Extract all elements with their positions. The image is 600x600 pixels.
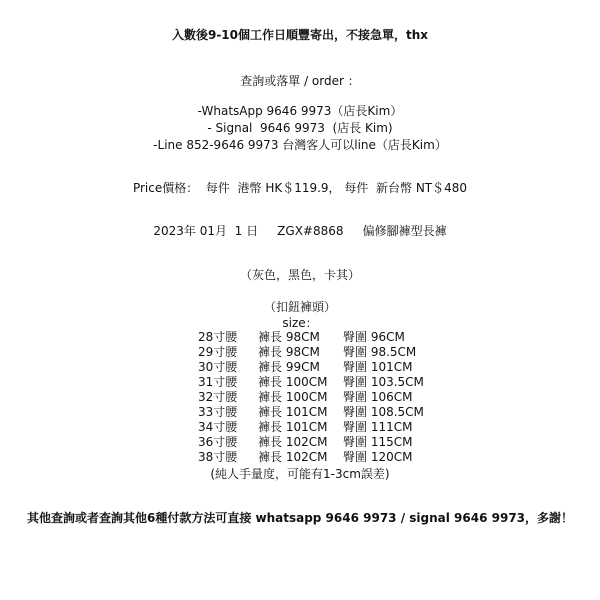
closure-type: （扣鈕褲頭） (263, 300, 336, 314)
size-hip: 臀圍 98.5CM (343, 345, 417, 359)
size-waist: 32寸腰 (198, 390, 238, 404)
size-length: 褲長 98CM (258, 345, 320, 359)
size-waist: 38寸腰 (198, 450, 238, 464)
contact-line: -Line 852-9646 9973 台灣客人可以line（店長Kim） (153, 138, 447, 152)
size-hip: 臀圍 108.5CM (343, 405, 424, 419)
measurement-note: (純人手量度，可能有1-3cm誤差) (210, 467, 390, 481)
size-length: 褲長 100CM (258, 390, 328, 404)
size-hip: 臀圍 103.5CM (343, 375, 424, 389)
contact-title: 查詢或落單 / order ： (240, 74, 360, 88)
size-length: 褲長 99CM (258, 360, 320, 374)
size-length: 褲長 102CM (258, 450, 328, 464)
product-colors: （灰色，黑色，卡其） (239, 268, 360, 282)
size-length: 褲長 98CM (258, 330, 320, 344)
product-date-code-name: 2023年 01月 1 日 ZGX#8868 偏修腳褲型長褲 (153, 224, 447, 238)
size-hip: 臀圍 106CM (343, 390, 413, 404)
size-waist: 36寸腰 (198, 435, 238, 449)
size-waist: 33寸腰 (198, 405, 238, 419)
size-waist: 31寸腰 (198, 375, 238, 389)
size-hip: 臀圍 96CM (343, 330, 405, 344)
contact-signal: - Signal 9646 9973 (店長 Kim) (207, 121, 393, 135)
size-length: 褲長 101CM (258, 420, 328, 434)
size-label: size： (282, 316, 318, 330)
size-waist: 28寸腰 (198, 330, 238, 344)
size-length: 褲長 102CM (258, 435, 328, 449)
shipping-note: 入數後9-10個工作日順豐寄出，不接急單，thx (171, 28, 429, 42)
price-text: Price價格： 每件 港幣 HK＄119.9， 每件 新台幣 NT＄480 (132, 181, 468, 195)
footer-inquiry: 其他查詢或者查詢其他6種付款方法可直接 whatsapp 9646 9973 / signal 9646 9973，多謝！ (26, 511, 574, 525)
size-hip: 臀圍 115CM (343, 435, 413, 449)
size-waist: 30寸腰 (198, 360, 238, 374)
size-hip: 臀圍 111CM (343, 420, 413, 434)
size-hip: 臀圍 120CM (343, 450, 413, 464)
size-length: 褲長 101CM (258, 405, 328, 419)
size-length: 褲長 100CM (258, 375, 328, 389)
size-waist: 34寸腰 (198, 420, 238, 434)
contact-whatsapp: -WhatsApp 9646 9973（店長Kim） (197, 104, 403, 118)
size-hip: 臀圍 101CM (343, 360, 413, 374)
size-waist: 29寸腰 (198, 345, 238, 359)
